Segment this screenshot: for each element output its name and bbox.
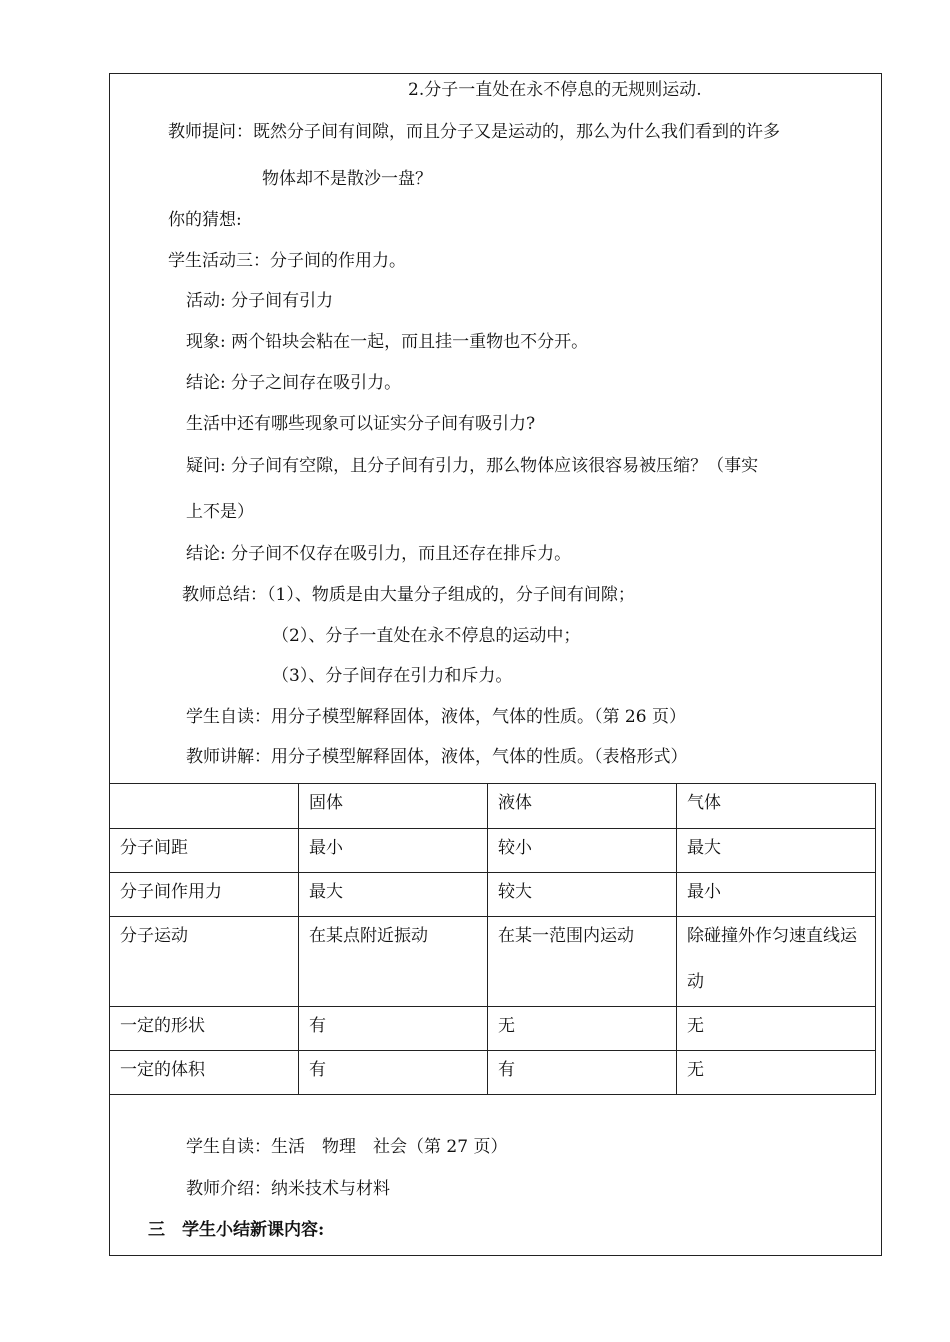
- table-cell: 分子运动: [110, 917, 299, 1007]
- table-cell: [110, 784, 299, 829]
- text-line: 教师介绍：纳米技术与材料: [186, 1179, 390, 1199]
- properties-table: [109, 783, 876, 1095]
- text-line: 活动: 分子间有引力: [186, 291, 334, 311]
- table-row: [110, 1007, 876, 1051]
- text-line: 教师提问：既然分子间有间隙，而且分子又是运动的，那么为什么我们看到的许多: [168, 122, 780, 142]
- text-line: 上不是）: [186, 502, 254, 522]
- table-cell: 一定的体积: [110, 1051, 299, 1095]
- table-cell: 最大: [677, 829, 876, 873]
- text-line: 结论: 分子间不仅存在吸引力，而且还存在排斥力。: [186, 544, 572, 564]
- table-cell: 在某一范围内运动: [488, 917, 677, 1007]
- text-line: 物体却不是散沙一盘？: [262, 169, 432, 189]
- table-row: [110, 1051, 876, 1095]
- text-line: （2）、分子一直处在永不停息的运动中；: [272, 626, 581, 646]
- table-cell: 气体: [677, 784, 876, 829]
- table-row: [110, 917, 876, 1007]
- table-cell: 有: [299, 1051, 488, 1095]
- text-line: 教师讲解：用分子模型解释固体，液体，气体的性质。（表格形式）: [186, 747, 688, 767]
- table-cell: 最大: [299, 873, 488, 917]
- section-heading: 三 学生小结新课内容:: [148, 1220, 325, 1240]
- table-header-row: [110, 784, 876, 829]
- table-cell: 无: [677, 1051, 876, 1095]
- table-cell: 有: [299, 1007, 488, 1051]
- table-cell: 液体: [488, 784, 677, 829]
- table-cell: 分子间距: [110, 829, 299, 873]
- table-cell: 分子间作用力: [110, 873, 299, 917]
- text-line: 教师总结：（1）、物质是由大量分子组成的，分子间有间隙；: [182, 585, 635, 605]
- text-line: 结论: 分子之间存在吸引力。: [186, 373, 402, 393]
- table-cell: 无: [677, 1007, 876, 1051]
- table-cell: 固体: [299, 784, 488, 829]
- table-row: [110, 873, 876, 917]
- text-line: 2.分子一直处在永不停息的无规则运动.: [408, 80, 702, 100]
- table-cell: 较小: [488, 829, 677, 873]
- table-row: [110, 829, 876, 873]
- table-cell: 除碰撞外作匀速直线运动: [677, 917, 876, 1007]
- table-cell: 有: [488, 1051, 677, 1095]
- table-cell: 在某点附近振动: [299, 917, 488, 1007]
- table-cell: 最小: [677, 873, 876, 917]
- text-line: 学生自读：用分子模型解释固体，液体，气体的性质。（第 26 页）: [186, 707, 686, 727]
- table-cell: 一定的形状: [110, 1007, 299, 1051]
- text-line: 你的猜想:: [168, 210, 242, 230]
- text-line: 现象: 两个铅块会粘在一起，而且挂一重物也不分开。: [186, 332, 589, 352]
- text-line: 学生活动三：分子间的作用力。: [168, 251, 406, 271]
- table-cell: 较大: [488, 873, 677, 917]
- text-line: 学生自读：生活 物理 社会（第 27 页）: [186, 1137, 508, 1157]
- text-line: 疑问: 分子间有空隙，且分子间有引力，那么物体应该很容易被压缩？（事实: [186, 456, 759, 476]
- text-line: （3）、分子间存在引力和斥力。: [272, 666, 513, 686]
- table-cell: 无: [488, 1007, 677, 1051]
- table-cell: 最小: [299, 829, 488, 873]
- text-line: 生活中还有哪些现象可以证实分子间有吸引力?: [186, 414, 536, 434]
